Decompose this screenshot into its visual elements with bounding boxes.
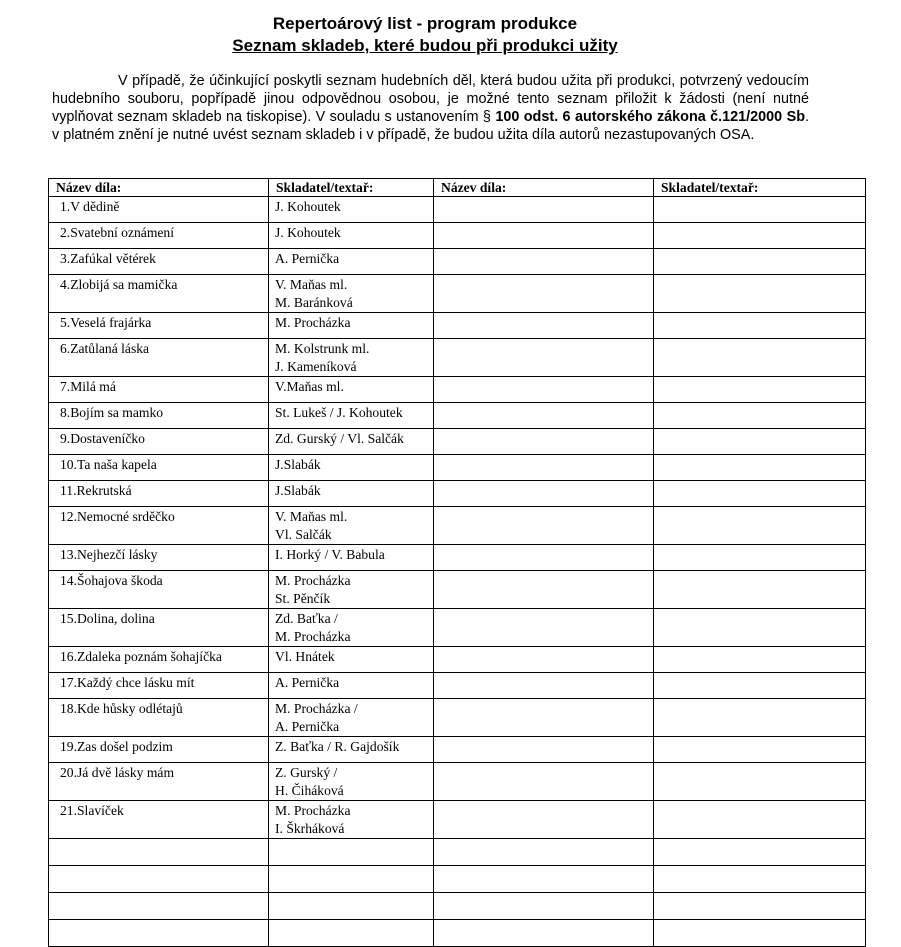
song-author-cell[interactable] bbox=[269, 839, 434, 866]
empty-author-cell[interactable] bbox=[654, 673, 866, 699]
empty-author-cell[interactable] bbox=[654, 339, 866, 377]
song-title-cell[interactable] bbox=[49, 403, 269, 429]
song-author-cell[interactable] bbox=[269, 545, 434, 571]
song-title-cell[interactable] bbox=[49, 920, 269, 947]
song-title-cell[interactable] bbox=[49, 673, 269, 699]
empty-title-cell[interactable] bbox=[434, 801, 654, 839]
song-author-cell[interactable] bbox=[269, 275, 434, 313]
empty-author-cell[interactable] bbox=[654, 313, 866, 339]
empty-author-cell[interactable] bbox=[654, 455, 866, 481]
empty-author-cell[interactable] bbox=[654, 893, 866, 920]
table-row bbox=[49, 481, 866, 507]
song-author-cell[interactable] bbox=[269, 763, 434, 801]
song-author-cell[interactable] bbox=[269, 893, 434, 920]
empty-title-cell[interactable] bbox=[434, 429, 654, 455]
song-author: Zd. Gurský / Vl. Salčák bbox=[275, 431, 404, 446]
song-author: J.Slabák bbox=[275, 457, 321, 472]
empty-author-cell[interactable] bbox=[654, 223, 866, 249]
header-title-2: Název díla: bbox=[434, 179, 654, 197]
song-author-cell[interactable] bbox=[269, 609, 434, 647]
song-author: M. Baránková bbox=[275, 295, 353, 310]
table-row bbox=[49, 893, 866, 920]
song-title-cell[interactable] bbox=[49, 866, 269, 893]
song-title-cell[interactable] bbox=[49, 481, 269, 507]
song-author: St. Pěnčík bbox=[275, 591, 331, 606]
song-author: M. Kolstrunk ml. bbox=[275, 341, 370, 356]
table-row bbox=[49, 507, 866, 545]
song-title: 12.Nemocné srděčko bbox=[60, 509, 175, 524]
song-title: 6.Zatůlaná láska bbox=[60, 341, 150, 356]
song-title: 8.Bojím sa mamko bbox=[60, 405, 164, 420]
song-title-cell[interactable] bbox=[49, 647, 269, 673]
song-author-cell[interactable] bbox=[269, 801, 434, 839]
empty-title-cell[interactable] bbox=[434, 609, 654, 647]
empty-author-cell[interactable] bbox=[654, 249, 866, 275]
empty-title-cell[interactable] bbox=[434, 647, 654, 673]
empty-author-cell[interactable] bbox=[654, 481, 866, 507]
table-row bbox=[49, 313, 866, 339]
intro-text-part1: V případě, že účinkující poskytli seznam hudebních děl, která budou užita při produkci, potvrzený vedoucím hudebního souboru, popřípadě jinou odpovědnou osobou, je možné tento seznam přiložit k žádosti (není nutné vyplňovat seznam skladeb na tiskopise). V souladu s ustanovením § bbox=[52, 73, 809, 125]
song-author-cell[interactable] bbox=[269, 920, 434, 947]
song-author: V. Maňas ml. bbox=[275, 277, 348, 292]
song-author-cell[interactable] bbox=[269, 197, 434, 223]
song-author: J. Kameníková bbox=[275, 359, 357, 374]
song-author-cell[interactable] bbox=[269, 866, 434, 893]
table-row bbox=[49, 429, 866, 455]
empty-title-cell[interactable] bbox=[434, 507, 654, 545]
song-title: 7.Milá má bbox=[60, 379, 116, 394]
table-header-row bbox=[49, 179, 866, 197]
table-row bbox=[49, 673, 866, 699]
song-author: V. Maňas ml. bbox=[275, 509, 348, 524]
empty-author-cell[interactable] bbox=[654, 609, 866, 647]
table-row bbox=[49, 801, 866, 839]
empty-title-cell[interactable] bbox=[434, 377, 654, 403]
intro-law-reference: 100 odst. 6 autorského zákona č.121/2000 Sb bbox=[495, 109, 805, 125]
empty-title-cell[interactable] bbox=[434, 673, 654, 699]
repertoire-table bbox=[48, 178, 866, 947]
table-row bbox=[49, 249, 866, 275]
song-author: I. Škrháková bbox=[275, 821, 345, 836]
table-row bbox=[49, 403, 866, 429]
song-title: 19.Zas došel podzim bbox=[60, 739, 173, 754]
empty-author-cell[interactable] bbox=[654, 507, 866, 545]
table-row bbox=[49, 339, 866, 377]
table-body bbox=[49, 197, 866, 947]
empty-title-cell[interactable] bbox=[434, 545, 654, 571]
table-row bbox=[49, 920, 866, 947]
empty-title-cell[interactable] bbox=[434, 737, 654, 763]
empty-author-cell[interactable] bbox=[654, 377, 866, 403]
song-title: 11.Rekrutská bbox=[60, 483, 132, 498]
table-row bbox=[49, 737, 866, 763]
song-title-cell[interactable] bbox=[49, 801, 269, 839]
table-row bbox=[49, 609, 866, 647]
song-title: 21.Slavíček bbox=[60, 803, 124, 818]
song-title: 10.Ta naša kapela bbox=[60, 457, 157, 472]
song-title-cell[interactable] bbox=[49, 507, 269, 545]
song-title: 1.V dědině bbox=[60, 199, 120, 214]
song-title-cell[interactable] bbox=[49, 455, 269, 481]
song-author: Vl. Hnátek bbox=[275, 649, 335, 664]
song-author: Vl. Salčák bbox=[275, 527, 332, 542]
empty-title-cell[interactable] bbox=[434, 866, 654, 893]
song-author: Zd. Baťka / bbox=[275, 611, 338, 626]
header-author-1: Skladatel/textař: bbox=[269, 179, 434, 197]
song-author-cell[interactable] bbox=[269, 313, 434, 339]
song-title-cell[interactable] bbox=[49, 545, 269, 571]
song-author: M. Procházka bbox=[275, 629, 351, 644]
intro-text-part2: . v platném znění je nutné uvést seznam skladeb i v případě, že budou užita díla autorů nezastupovaných OSA. bbox=[52, 109, 809, 143]
empty-title-cell[interactable] bbox=[434, 699, 654, 737]
song-author: J. Kohoutek bbox=[275, 225, 341, 240]
song-title-cell[interactable] bbox=[49, 737, 269, 763]
song-author: A. Pernička bbox=[275, 719, 340, 734]
song-title: 4.Zlobijá sa mamička bbox=[60, 277, 178, 292]
empty-title-cell[interactable] bbox=[434, 403, 654, 429]
table-row bbox=[49, 647, 866, 673]
song-title: 14.Šohajova škoda bbox=[60, 573, 163, 588]
song-author: I. Horký / V. Babula bbox=[275, 547, 385, 562]
song-title-cell[interactable] bbox=[49, 197, 269, 223]
empty-author-cell[interactable] bbox=[654, 571, 866, 609]
empty-author-cell[interactable] bbox=[654, 429, 866, 455]
song-author-cell[interactable] bbox=[269, 737, 434, 763]
song-author-cell[interactable] bbox=[269, 223, 434, 249]
empty-title-cell[interactable] bbox=[434, 223, 654, 249]
empty-author-cell[interactable] bbox=[654, 801, 866, 839]
song-author: J.Slabák bbox=[275, 483, 321, 498]
song-title: 9.Dostaveníčko bbox=[60, 431, 145, 446]
table-row bbox=[49, 699, 866, 737]
song-author: St. Lukeš / J. Kohoutek bbox=[275, 405, 403, 420]
empty-title-cell[interactable] bbox=[434, 920, 654, 947]
header-title-1: Název díla: bbox=[49, 179, 269, 197]
song-author-cell[interactable] bbox=[269, 403, 434, 429]
table-row bbox=[49, 197, 866, 223]
song-title: 15.Dolina, dolina bbox=[60, 611, 155, 626]
song-author-cell[interactable] bbox=[269, 481, 434, 507]
song-title-cell[interactable] bbox=[49, 339, 269, 377]
song-title-cell[interactable] bbox=[49, 313, 269, 339]
table-row bbox=[49, 763, 866, 801]
empty-title-cell[interactable] bbox=[434, 455, 654, 481]
empty-title-cell[interactable] bbox=[434, 763, 654, 801]
empty-author-cell[interactable] bbox=[654, 699, 866, 737]
empty-title-cell[interactable] bbox=[434, 839, 654, 866]
song-author-cell[interactable] bbox=[269, 699, 434, 737]
song-title: 13.Nejhezčí lásky bbox=[60, 547, 158, 562]
document-subtitle: Seznam skladeb, které budou při produkci užity bbox=[232, 36, 618, 55]
empty-author-cell[interactable] bbox=[654, 545, 866, 571]
document-title: Repertoárový list - program produkce bbox=[272, 14, 578, 33]
song-author-cell[interactable] bbox=[269, 571, 434, 609]
song-title-cell[interactable] bbox=[49, 763, 269, 801]
song-title-cell[interactable] bbox=[49, 609, 269, 647]
song-title-cell[interactable] bbox=[49, 699, 269, 737]
table-row bbox=[49, 545, 866, 571]
empty-title-cell[interactable] bbox=[434, 313, 654, 339]
song-author-cell[interactable] bbox=[269, 455, 434, 481]
empty-author-cell[interactable] bbox=[654, 647, 866, 673]
intro-paragraph bbox=[52, 72, 809, 144]
song-title-cell[interactable] bbox=[49, 571, 269, 609]
song-author: Z. Gurský / bbox=[275, 765, 338, 780]
song-author: A. Pernička bbox=[275, 251, 340, 266]
empty-title-cell[interactable] bbox=[434, 275, 654, 313]
song-author: Z. Baťka / R. Gajdošík bbox=[275, 739, 400, 754]
song-title: 20.Já dvě lásky mám bbox=[60, 765, 175, 780]
song-author: H. Čiháková bbox=[275, 783, 344, 798]
empty-title-cell[interactable] bbox=[434, 893, 654, 920]
song-title: 2.Svatební oznámení bbox=[60, 225, 175, 240]
song-author-cell[interactable] bbox=[269, 673, 434, 699]
table-row bbox=[49, 275, 866, 313]
song-title-cell[interactable] bbox=[49, 275, 269, 313]
song-title-cell[interactable] bbox=[49, 249, 269, 275]
song-title: 17.Každý chce lásku mít bbox=[60, 675, 195, 690]
song-author: M. Procházka bbox=[275, 573, 351, 588]
song-title: 5.Veselá frajárka bbox=[60, 315, 152, 330]
empty-author-cell[interactable] bbox=[654, 275, 866, 313]
empty-title-cell[interactable] bbox=[434, 571, 654, 609]
table-row bbox=[49, 455, 866, 481]
song-title-cell[interactable] bbox=[49, 893, 269, 920]
song-author-cell[interactable] bbox=[269, 507, 434, 545]
table-row bbox=[49, 223, 866, 249]
song-title-cell[interactable] bbox=[49, 223, 269, 249]
empty-author-cell[interactable] bbox=[654, 920, 866, 947]
header-author-2: Skladatel/textař: bbox=[654, 179, 866, 197]
empty-author-cell[interactable] bbox=[654, 197, 866, 223]
song-title: 18.Kde hůsky odlétajů bbox=[60, 701, 183, 716]
table-row bbox=[49, 377, 866, 403]
song-author: V.Maňas ml. bbox=[275, 379, 344, 394]
empty-author-cell[interactable] bbox=[654, 763, 866, 801]
song-author-cell[interactable] bbox=[269, 339, 434, 377]
empty-author-cell[interactable] bbox=[654, 839, 866, 866]
empty-author-cell[interactable] bbox=[654, 737, 866, 763]
empty-title-cell[interactable] bbox=[434, 249, 654, 275]
song-author: M. Procházka bbox=[275, 803, 351, 818]
table-row bbox=[49, 571, 866, 609]
song-title: 3.Zafúkal větérek bbox=[60, 251, 156, 266]
song-title-cell[interactable] bbox=[49, 429, 269, 455]
song-title-cell[interactable] bbox=[49, 839, 269, 866]
song-title: 16.Zdaleka poznám šohajíčka bbox=[60, 649, 222, 664]
empty-author-cell[interactable] bbox=[654, 866, 866, 893]
empty-title-cell[interactable] bbox=[434, 339, 654, 377]
song-author-cell[interactable] bbox=[269, 429, 434, 455]
song-author-cell[interactable] bbox=[269, 647, 434, 673]
song-author-cell[interactable] bbox=[269, 249, 434, 275]
song-author-cell[interactable] bbox=[269, 377, 434, 403]
song-title-cell[interactable] bbox=[49, 377, 269, 403]
table-row bbox=[49, 866, 866, 893]
song-author: M. Procházka bbox=[275, 315, 351, 330]
song-author: M. Procházka / bbox=[275, 701, 358, 716]
empty-author-cell[interactable] bbox=[654, 403, 866, 429]
song-author: J. Kohoutek bbox=[275, 199, 341, 214]
empty-title-cell[interactable] bbox=[434, 197, 654, 223]
table-row bbox=[49, 839, 866, 866]
song-author: A. Pernička bbox=[275, 675, 340, 690]
empty-title-cell[interactable] bbox=[434, 481, 654, 507]
